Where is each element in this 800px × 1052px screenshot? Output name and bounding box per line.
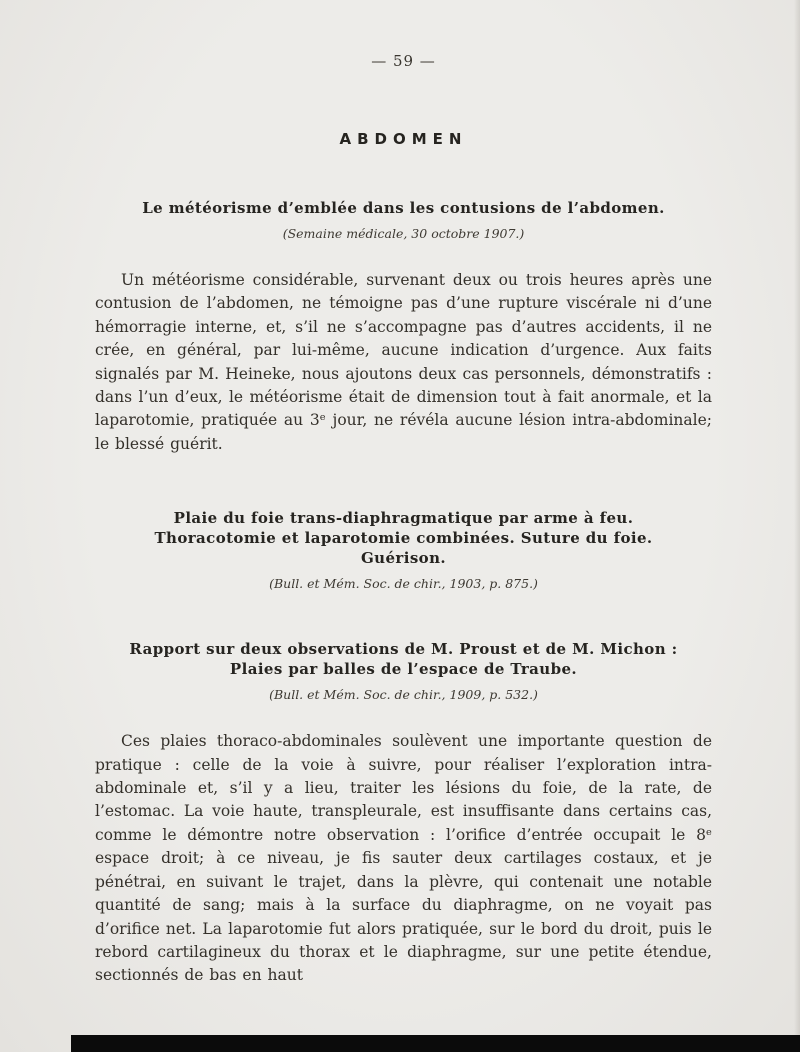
article-title-line: Plaies par balles de l’espace de Traube. <box>229 660 578 679</box>
article-body: Ces plaies thoraco-abdominales soulèvent une importante question de pratique : celle de la voie à suivre, pour réaliser l’exploration intra-abdominale et, s’il y a lieu, traiter les lésions du foie, de la rate, de l’estomac. La voie haute, transpleurale, est insuffisante dans certains cas, comme le démontre notre observation : l’orifice d’entrée occupait le 8ᵉ espace droit; à ce niveau, je fis sauter deux cartilages costaux, et je pénétrai, en suivant le trajet, dans la plèvre, qui contenait une notable quantité de sang; mais à la surface du diaphragme, on ne voyait pas d’orifice net. La laparotomie fut alors pratiquée, sur le bord du droit, puis le rebord cartilagineux du thorax et le diaphragme, sur une petite étendue, sectionnés de bas en haut <box>95 732 712 985</box>
scan-artifact-bar <box>71 1035 800 1052</box>
article <box>95 508 712 591</box>
article-title <box>95 639 712 679</box>
article-title <box>95 198 712 218</box>
article-title-line: Le météorisme d’emblée dans les contusions de l’abdomen. <box>142 199 665 217</box>
article-title-line: Rapport sur deux observations de M. Proust et de M. Michon : <box>129 640 678 659</box>
article-citation: (Semaine médicale, 30 octobre 1907.) <box>282 226 525 241</box>
article-title-line: Plaie du foie trans-diaphragmatique par arme à feu. <box>173 509 634 528</box>
scan-edge-shadow <box>794 0 800 1052</box>
article-title-line: Thoracotomie et laparotomie combinées. Suture du foie. <box>154 529 653 548</box>
article-citation: (Bull. et Mém. Soc. de chir., 1909, p. 532.) <box>269 687 538 703</box>
article <box>95 198 712 456</box>
article-body: Un météorisme considérable, survenant deux ou trois heures après une contusion de l’abdomen, ne témoigne pas d’une rupture viscérale ni d’une hémorragie interne, et, s’il ne s’accompagne pas d’autres accidents, il ne crée, en général, par lui-même, aucune indication d’urgence. Aux faits signalés par M. Heineke, nous ajoutons deux cas personnels, démonstratifs : dans l’un d’eux, le météorisme était de dimension tout à fait anormale, et la laparotomie, pratiquée au 3ᵉ jour, ne révéla aucune lésion intra-abdominale; le blessé guérit. <box>95 271 712 453</box>
page-number: — 59 — <box>371 52 436 70</box>
article-citation: (Bull. et Mém. Soc. de chir., 1903, p. 875.) <box>269 576 538 592</box>
article-title-line: Guérison. <box>360 549 447 568</box>
article <box>95 639 712 987</box>
article-title <box>95 508 712 568</box>
section-heading: ABDOMEN <box>339 130 468 148</box>
